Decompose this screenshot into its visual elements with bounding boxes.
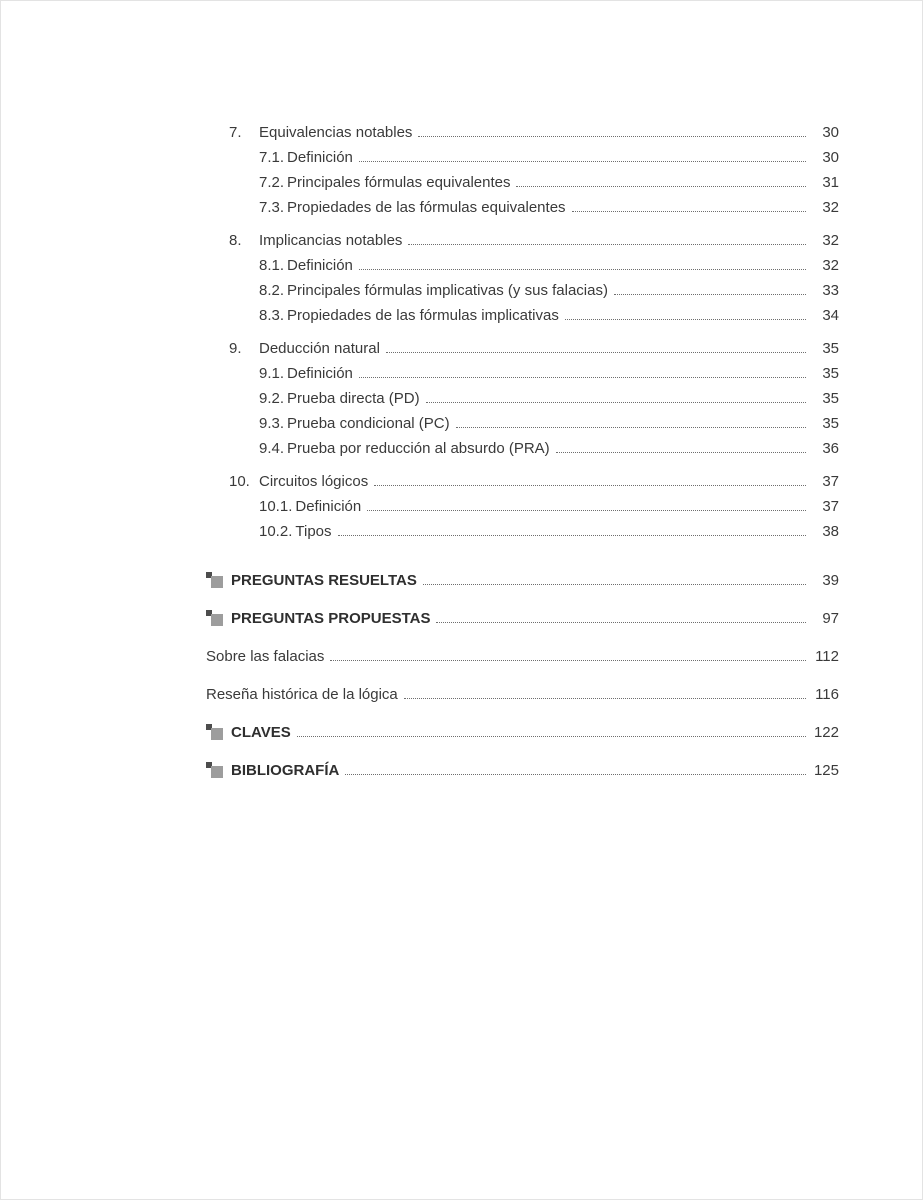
page-number: 35	[822, 339, 839, 357]
table-of-contents	[206, 116, 839, 779]
dotted-leader	[516, 186, 806, 187]
page-number: 122	[813, 723, 839, 741]
dotted-leader	[338, 535, 807, 536]
entry-title: Definición	[287, 256, 353, 274]
page-number: 30	[822, 148, 839, 166]
page-number: 32	[822, 198, 839, 216]
dotted-leader	[359, 269, 806, 270]
dotted-leader	[374, 485, 806, 486]
entry-number: 8.2.	[259, 281, 285, 299]
page-number: 35	[822, 364, 839, 382]
toc-entry	[206, 407, 839, 432]
toc-entry	[206, 141, 839, 166]
dotted-leader	[418, 136, 806, 137]
entry-number: 7.1.	[259, 148, 285, 166]
dotted-leader	[408, 244, 806, 245]
page-number: 32	[822, 231, 839, 249]
toc-entry	[206, 515, 839, 540]
toc-entry	[206, 602, 839, 627]
page-number: 116	[815, 685, 839, 703]
toc-entry	[206, 274, 839, 299]
entry-number: 9.3.	[259, 414, 285, 432]
page-number: 33	[822, 281, 839, 299]
dotted-leader	[359, 377, 806, 378]
dotted-leader	[556, 452, 806, 453]
toc-entry	[206, 432, 839, 457]
entry-title: Definición	[295, 497, 362, 515]
entry-title: Circuitos lógicos	[259, 472, 369, 490]
page-number: 37	[822, 497, 839, 515]
entry-number: 10.2.	[259, 522, 293, 540]
toc-entry	[206, 166, 839, 191]
entry-title: PREGUNTAS PROPUESTAS	[231, 609, 431, 627]
toc-entry	[206, 564, 839, 589]
page-number: 35	[822, 414, 839, 432]
section-marker-icon	[206, 610, 224, 626]
entry-number: 7.	[229, 123, 242, 141]
entry-title: Principales fórmulas equivalentes	[287, 173, 511, 191]
dotted-leader	[330, 660, 806, 661]
dotted-leader	[565, 319, 806, 320]
entry-title: Equivalencias notables	[259, 123, 413, 141]
dotted-leader	[456, 427, 806, 428]
dotted-leader	[367, 510, 806, 511]
entry-title: Propiedades de las fórmulas equivalentes	[287, 198, 566, 216]
toc-entry	[206, 490, 839, 515]
entry-title: Reseña histórica de la lógica	[206, 685, 398, 703]
entry-title: Implicancias notables	[259, 231, 403, 249]
entry-number: 8.1.	[259, 256, 285, 274]
entry-number: 10.1.	[259, 497, 293, 515]
entry-number: 9.	[229, 339, 242, 357]
entry-number: 9.4.	[259, 439, 285, 457]
dotted-leader	[345, 774, 806, 775]
page-number: 112	[815, 647, 839, 665]
section-marker-icon	[206, 762, 224, 778]
entry-title: BIBLIOGRAFÍA	[231, 761, 340, 779]
toc-entry	[206, 382, 839, 407]
page-number: 39	[822, 571, 839, 589]
page-number: 30	[822, 123, 839, 141]
page-number: 34	[822, 306, 839, 324]
toc-entry	[206, 191, 839, 216]
toc-entry	[206, 465, 839, 490]
entry-title: Definición	[287, 148, 353, 166]
entry-number: 8.3.	[259, 306, 285, 324]
dotted-leader	[423, 584, 806, 585]
page-number: 125	[813, 761, 839, 779]
entry-title: Principales fórmulas implicativas (y sus falacias)	[287, 281, 608, 299]
dotted-leader	[359, 161, 806, 162]
page-number: 37	[822, 472, 839, 490]
entry-number: 7.3.	[259, 198, 285, 216]
toc-entry	[206, 754, 839, 779]
entry-title: PREGUNTAS RESUELTAS	[231, 571, 417, 589]
entry-title: Prueba directa (PD)	[287, 389, 420, 407]
dotted-leader	[436, 622, 806, 623]
entry-title: Sobre las falacias	[206, 647, 325, 665]
page-number: 32	[822, 256, 839, 274]
toc-entry	[206, 640, 839, 665]
entry-number: 7.2.	[259, 173, 285, 191]
section-marker-icon	[206, 724, 224, 740]
page-number: 31	[822, 173, 839, 191]
entry-title: Tipos	[295, 522, 332, 540]
entry-number: 9.1.	[259, 364, 285, 382]
entry-title: CLAVES	[231, 723, 291, 741]
page-number: 97	[822, 609, 839, 627]
toc-entry	[206, 332, 839, 357]
page-number: 38	[822, 522, 839, 540]
entry-title: Prueba condicional (PC)	[287, 414, 450, 432]
entry-title: Definición	[287, 364, 353, 382]
entry-number: 9.2.	[259, 389, 285, 407]
page-number: 35	[822, 389, 839, 407]
toc-entry	[206, 299, 839, 324]
page-number: 36	[822, 439, 839, 457]
entry-title: Deducción natural	[259, 339, 380, 357]
dotted-leader	[614, 294, 806, 295]
toc-entry	[206, 678, 839, 703]
entry-title: Propiedades de las fórmulas implicativas	[287, 306, 559, 324]
entry-title: Prueba por reducción al absurdo (PRA)	[287, 439, 550, 457]
dotted-leader	[404, 698, 806, 699]
entry-number: 10.	[229, 472, 250, 490]
dotted-leader	[297, 736, 806, 737]
section-marker-icon	[206, 572, 224, 588]
toc-entry	[206, 249, 839, 274]
toc-entry	[206, 224, 839, 249]
dotted-leader	[426, 402, 806, 403]
entry-number: 8.	[229, 231, 242, 249]
toc-entry	[206, 716, 839, 741]
toc-entry	[206, 116, 839, 141]
dotted-leader	[386, 352, 806, 353]
dotted-leader	[572, 211, 806, 212]
toc-entry	[206, 357, 839, 382]
